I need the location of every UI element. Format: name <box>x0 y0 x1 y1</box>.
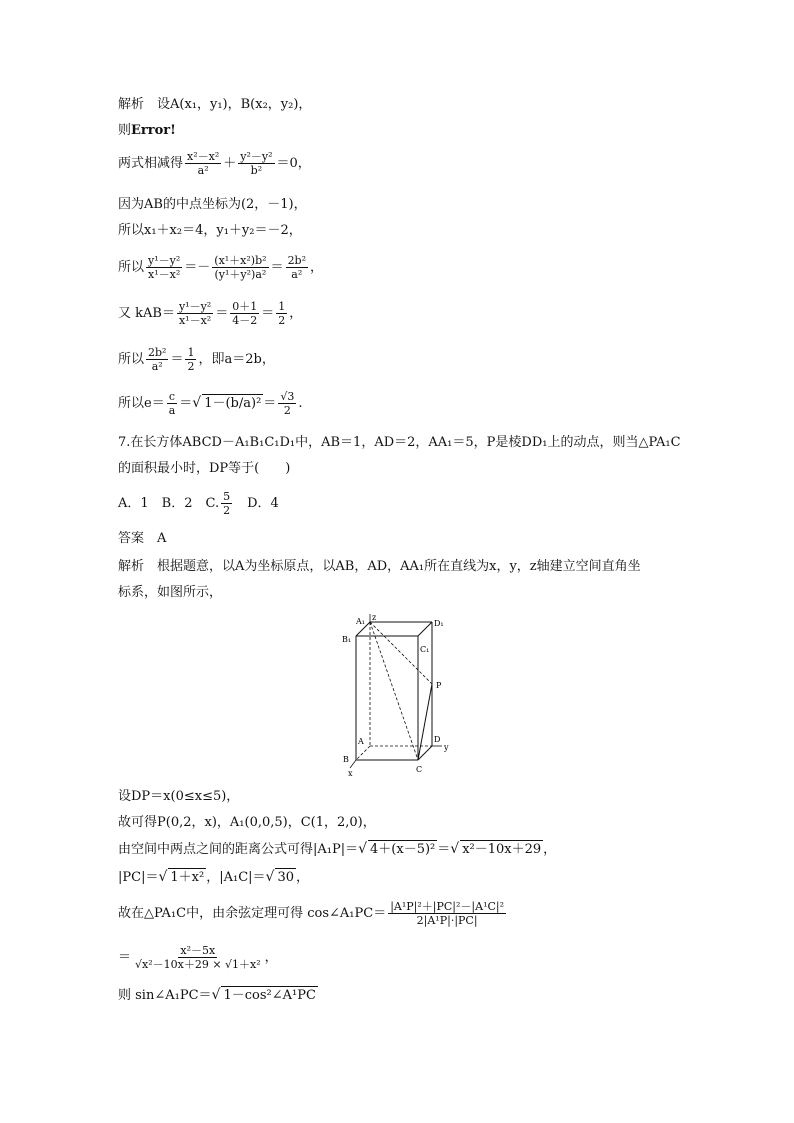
label-z: z <box>372 613 377 622</box>
label-y: y <box>444 743 449 752</box>
label-x: x <box>348 769 353 778</box>
sol6-line-7: 又 kAB＝ $\frac{\text{y¹－y²}}{\text{x¹－x²}}$ ＝ $\frac{0+1}{4-2}$ ＝ $\frac{1}{2}$ ， <box>118 300 303 327</box>
sol6-line-5: 所以x₁＋x₂＝4，y₁＋y₂＝－2， <box>118 223 302 238</box>
label-P: P <box>436 681 442 690</box>
label-C: C <box>416 765 423 774</box>
sol7-line-1: 解析 根据题意，以A为坐标原点，以AB，AD，AA₁所在直线为x，y，z轴建立空间直角坐 <box>118 559 641 574</box>
cuboid-figure <box>338 612 458 780</box>
sol6-line-8: 所以 $\frac{\text{2b²}}{\text{a²}}$ ＝ $\frac{1}{2}$ ，即a＝2b， <box>118 346 275 373</box>
sol7-line-3: 设DP＝x(0≤x≤5)， <box>118 789 240 804</box>
sol7-line-4: 故可得P(0,2，x)，A₁(0,0,5)，C(1，2,0)， <box>118 815 376 830</box>
sol7-line-7: 故在△PA₁C中，由余弦定理可得 cos∠A₁PC＝ $\frac{\text{|A¹P|²＋|PC|²－|A¹C|²}}{\text{2|A¹P|·|PC|}}$ <box>118 900 505 927</box>
sol6-line-2: 则Error! <box>118 123 176 138</box>
sol6-line-9: 所以e＝ $\frac{c}{a}$ ＝√ 1－(b/a)² ＝ $\frac{√3}{2}$ . <box>118 390 303 417</box>
sol6-line-1: 解析 设A(x₁，y₁)，B(x₂，y₂)， <box>118 97 312 112</box>
sol7-line-2: 标系，如图所示， <box>118 585 223 600</box>
sol6-line-4: 因为AB的中点坐标为(2，－1)， <box>118 197 307 212</box>
sol7-line-5: 由空间中两点之间的距离公式可得|A₁P|＝√ 4＋(x－5)² ＝√ x²－10x＋29 ， <box>118 841 557 857</box>
sol6-line-6: 所以 $\frac{\text{y¹－y²}}{\text{x¹－x²}}$ ＝－ $\frac{\text{(x¹＋x²)b²}}{\text{(y¹＋y²)a²}}$ ＝ $\frac{\text{2b²}}{\text{a²}}$ ， <box>118 254 324 281</box>
answer-line: 答案 A <box>118 531 167 546</box>
sol7-line-8: ＝ $\frac{\text{x²－5x}}{\text{√x²－10x＋29 × √1＋x²}}$ ， <box>118 944 278 971</box>
sol7-line-6: |PC|＝√ 1＋x² ，|A₁C|＝√ 30 ， <box>118 869 310 885</box>
label-B1: B₁ <box>342 635 352 644</box>
label-A1: A₁ <box>356 617 365 626</box>
question-7-options: A．1 B．2 C. $\frac{5}{2}$ D．4 <box>118 490 279 517</box>
label-A: A <box>358 737 364 746</box>
label-C1: C₁ <box>420 645 430 654</box>
label-B: B <box>343 755 349 764</box>
question-7-line-1: 7.在长方体ABCD－A₁B₁C₁D₁中，AB＝1，AD＝2，AA₁＝5，P是棱DD₁上的动点，则当△PA₁C <box>118 435 681 450</box>
error-text: Error! <box>131 123 176 138</box>
question-7-line-2: 的面积最小时，DP等于( ) <box>118 461 291 476</box>
sol7-line-9: 则 sin∠A₁PC＝√ 1－cos²∠A¹PC <box>118 987 316 1003</box>
label-D: D <box>434 735 441 744</box>
label-D1: D₁ <box>434 619 444 628</box>
sol6-line-3: 两式相减得 $\frac{\text{x²－x²}}{\text{a²}}$ ＋ $\frac{\text{y²－y²}}{\text{b²}}$ ＝0， <box>118 150 311 177</box>
